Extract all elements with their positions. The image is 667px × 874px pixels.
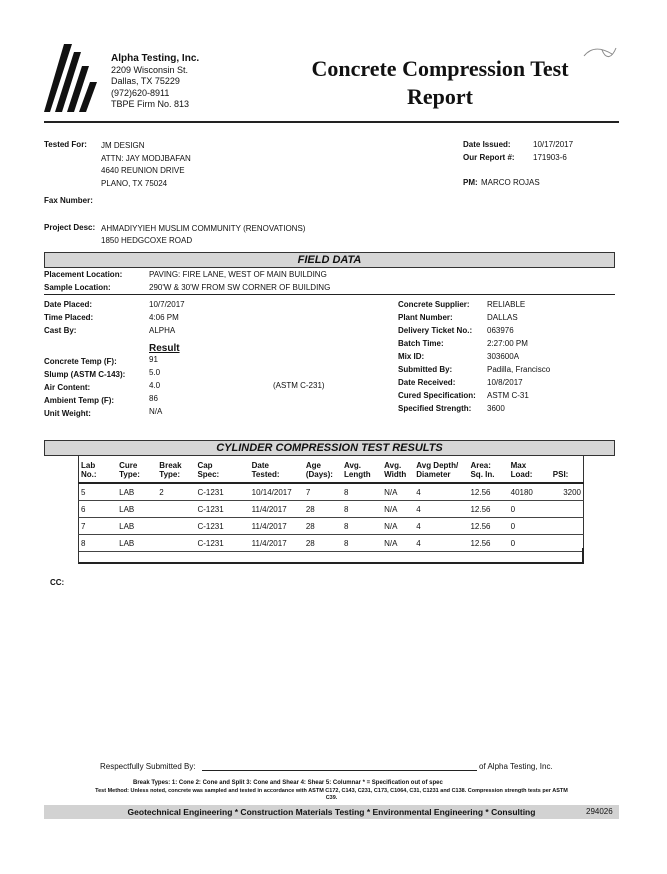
specified-strength-value: 3600 — [487, 404, 505, 413]
result-heading: Result — [149, 343, 180, 354]
field-data-banner: FIELD DATA — [44, 252, 615, 268]
column-header-length: Avg. Length — [343, 461, 371, 479]
column-header-date: Date Tested: — [251, 461, 280, 479]
column-header-cure: Cure Type: — [119, 461, 140, 479]
cell-width: N/A — [382, 535, 414, 552]
cell-lab: 8 — [79, 535, 118, 552]
company-phone: (972)620-8911 — [111, 87, 170, 98]
cell-date: 10/14/2017 — [250, 483, 304, 501]
sample-value: 290'W & 30'W FROM SW CORNER OF BUILDING — [149, 283, 331, 292]
pm-label: PM: — [463, 178, 478, 187]
date-received-label: Date Received: — [398, 378, 456, 387]
cell-date: 11/4/2017 — [250, 518, 304, 535]
mix-id-label: Mix ID: — [398, 352, 425, 361]
date-received-value: 10/8/2017 — [487, 378, 523, 387]
cell-width: N/A — [382, 501, 414, 518]
cell-width: N/A — [382, 483, 414, 501]
cell-length: 8 — [342, 483, 382, 501]
cell-break: 2 — [157, 483, 195, 501]
cast-by-value: ALPHA — [149, 326, 176, 335]
report-title-line1: Concrete Compression Test — [311, 56, 569, 81]
cell-cure: LAB — [117, 518, 157, 535]
air-astm-note: (ASTM C-231) — [273, 381, 325, 390]
concrete-temp-value: 91 — [149, 355, 158, 364]
cc-label: CC: — [50, 578, 65, 587]
table-header-row — [79, 456, 584, 483]
column-header-load: Max Load: — [510, 461, 533, 479]
batch-time-value: 2:27:00 PM — [487, 339, 528, 348]
project-line: AHMADIYYIEH MUSLIM COMMUNITY (RENOVATIONS) — [101, 224, 306, 233]
cell-lab: 6 — [79, 501, 118, 518]
cell-break — [157, 518, 195, 535]
column-header-psi: PSI: — [552, 470, 569, 479]
cell-load: 0 — [509, 501, 551, 518]
supplier-value: RELIABLE — [487, 300, 526, 309]
cell-length: 8 — [342, 501, 382, 518]
concrete-temp-label: Concrete Temp (F): — [44, 357, 117, 366]
test-method-line: C39. — [325, 795, 338, 801]
cell-cure: LAB — [117, 501, 157, 518]
cell-age: 28 — [304, 535, 342, 552]
cell-load: 0 — [509, 518, 551, 535]
cell-width: N/A — [382, 518, 414, 535]
date-placed-value: 10/7/2017 — [149, 300, 185, 309]
signature-line — [202, 770, 477, 771]
pm-value: MARCO ROJAS — [481, 178, 540, 187]
cell-date: 11/4/2017 — [250, 501, 304, 518]
placement-label: Placement Location: — [44, 270, 123, 279]
report-title-line2: Report — [407, 84, 473, 109]
tested-for-line: ATTN: JAY MODJBAFAN — [101, 153, 191, 163]
mix-id-value: 303600A — [487, 352, 520, 361]
table-row — [79, 518, 584, 535]
cured-spec-value: ASTM C-31 — [487, 391, 529, 400]
slump-label: Slump (ASTM C-143): — [44, 370, 126, 379]
field-rule — [44, 294, 615, 295]
of-company-text: of Alpha Testing, Inc. — [479, 762, 553, 771]
cell-cap: C-1231 — [195, 535, 249, 552]
cell-diameter: 4 — [414, 535, 468, 552]
cell-psi — [551, 501, 584, 518]
cell-length: 8 — [342, 518, 382, 535]
supplier-label: Concrete Supplier: — [398, 300, 470, 309]
air-content-value: 4.0 — [149, 381, 161, 390]
report-number-label: Our Report #: — [463, 153, 515, 162]
cell-cure: LAB — [117, 535, 157, 552]
company-logo — [44, 42, 104, 118]
cell-psi — [551, 518, 584, 535]
cell-load: 0 — [509, 535, 551, 552]
cell-age: 28 — [304, 518, 342, 535]
submitted-by-label: Submitted By: — [398, 365, 453, 374]
cured-spec-label: Cured Specification: — [398, 391, 476, 400]
cell-load: 40180 — [509, 483, 551, 501]
cell-diameter: 4 — [414, 518, 468, 535]
time-placed-value: 4:06 PM — [149, 313, 179, 322]
cell-diameter: 4 — [414, 501, 468, 518]
unit-weight-value: N/A — [149, 407, 163, 416]
cylinder-results-table — [78, 456, 584, 552]
project-label: Project Desc: — [44, 223, 96, 232]
tested-for-line: 4640 REUNION DRIVE — [101, 166, 185, 175]
cell-lab: 5 — [79, 483, 118, 501]
cell-lab: 7 — [79, 518, 118, 535]
date-issued-value: 10/17/2017 — [533, 140, 574, 149]
date-placed-label: Date Placed: — [44, 300, 93, 309]
ticket-label: Delivery Ticket No.: — [398, 326, 473, 335]
table-row — [79, 483, 584, 501]
tested-for-line: JM DESIGN — [101, 141, 145, 150]
company-name: Alpha Testing, Inc. — [111, 53, 200, 64]
tested-for-label: Tested For: — [44, 140, 87, 149]
report-number-value: 171903-6 — [533, 153, 567, 162]
air-content-label: Air Content: — [44, 383, 91, 392]
header-rule — [44, 121, 619, 123]
cell-cap: C-1231 — [195, 483, 249, 501]
column-header-cap: Cap Spec: — [197, 461, 220, 479]
time-placed-label: Time Placed: — [44, 313, 94, 322]
remarks-box — [78, 548, 584, 564]
cell-area: 12.56 — [468, 501, 508, 518]
cell-cure: LAB — [117, 483, 157, 501]
column-header-lab: Lab No.: — [81, 461, 97, 479]
company-address2: Dallas, TX 75229 — [111, 76, 180, 86]
column-header-area: Area: Sq. In. — [470, 461, 495, 479]
cast-by-label: Cast By: — [44, 326, 77, 335]
fax-label: Fax Number: — [44, 196, 93, 205]
specified-strength-label: Specified Strength: — [398, 404, 472, 413]
test-method-line: Test Method: Unless noted, concrete was sampled and tested in accordance with ASTM C172, C143, C231, C173, C1064, C31, C1231 and C138. Compression strength tests per ASTM — [95, 788, 568, 794]
column-header-width: Avg. Width — [384, 461, 407, 479]
slump-value: 5.0 — [149, 368, 161, 377]
cell-age: 28 — [304, 501, 342, 518]
submitted-by-text: Respectfully Submitted By: — [100, 762, 196, 771]
services-text: Geotechnical Engineering * Construction Materials Testing * Environmental Engineering * Consulting — [127, 807, 536, 817]
ambient-temp-label: Ambient Temp (F): — [44, 396, 115, 405]
unit-weight-label: Unit Weight: — [44, 409, 91, 418]
cell-area: 12.56 — [468, 483, 508, 501]
batch-time-label: Batch Time: — [398, 339, 444, 348]
ambient-temp-value: 86 — [149, 394, 158, 403]
cell-psi: 3200 — [551, 483, 584, 501]
cell-cap: C-1231 — [195, 518, 249, 535]
cell-area: 12.56 — [468, 535, 508, 552]
submitted-by-value: Padilla, Francisco — [487, 365, 551, 374]
break-types-legend: Break Types: 1: Cone 2: Cone and Split 3: Cone and Shear 4: Shear 5: Columnar * = Specification out of spec — [133, 780, 443, 786]
date-issued-label: Date Issued: — [463, 140, 511, 149]
cell-date: 11/4/2017 — [250, 535, 304, 552]
company-firm: TBPE Firm No. 813 — [111, 99, 190, 109]
cell-length: 8 — [342, 535, 382, 552]
column-header-age: Age (Days): — [305, 461, 333, 479]
project-line: 1850 HEDGCOXE ROAD — [101, 236, 193, 245]
cell-break — [157, 501, 195, 518]
tested-for-line: PLANO, TX 75024 — [101, 178, 168, 188]
cylinder-results-banner: CYLINDER COMPRESSION TEST RESULTS — [44, 440, 615, 456]
placement-value: PAVING: FIRE LANE, WEST OF MAIN BUILDING — [149, 270, 327, 279]
cell-diameter: 4 — [414, 483, 468, 501]
ticket-value: 063976 — [487, 326, 514, 335]
plant-value: DALLAS — [487, 313, 518, 322]
cell-age: 7 — [304, 483, 342, 501]
cell-cap: C-1231 — [195, 501, 249, 518]
table-row — [79, 501, 584, 518]
cell-area: 12.56 — [468, 518, 508, 535]
document-number: 294026 — [586, 807, 613, 816]
column-header-diameter: Avg Depth/ Diameter — [416, 461, 459, 479]
company-address1: 2209 Wisconsin St. — [111, 64, 189, 75]
column-header-break: Break Type: — [159, 461, 182, 479]
plant-label: Plant Number: — [398, 313, 453, 322]
sample-label: Sample Location: — [44, 283, 111, 292]
